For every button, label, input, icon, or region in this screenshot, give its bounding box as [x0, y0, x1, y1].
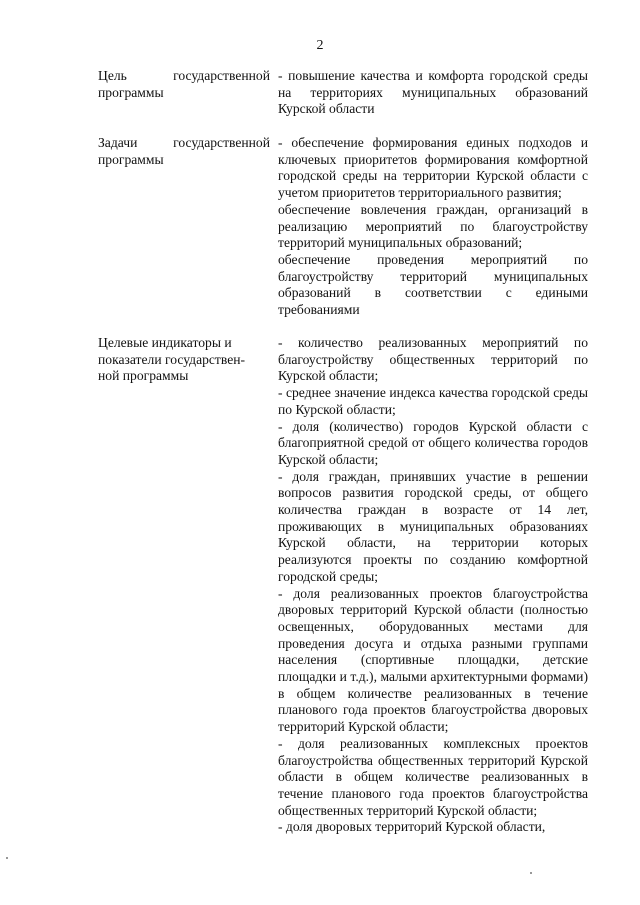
indicator-item-5: - доля реализованных проектов благоустройства дворовых территорий Курской области (полностью освещенных, оборудованных местами для проведения досуга и отдыха разными группами населения (спортивные площадки, детские площадки и т.д.), малыми архитектурными формами) в общем количестве реализованных в течение планового года проектов благоустройства дворовых территорий Курской области;: [278, 585, 588, 735]
goal-label-line-2: программы: [98, 84, 164, 100]
tasks-label-line-1: Задачи государственной: [98, 135, 270, 150]
indicators-label-line-2: показатели государствен-: [98, 351, 246, 367]
page-number: 2: [316, 38, 324, 53]
indicators-label: [98, 335, 270, 385]
scan-speck: [530, 872, 532, 874]
goal-paragraph: - повышение качества и комфорта городской среды на территориях муниципальных образований Курской области: [278, 68, 588, 117]
indicator-item-6: - доля реализованных комплексных проектов благоустройства общественных территорий Курской области в общем количестве реализованных в течение планового года проектов благоустройства общественных территорий Курской области;: [278, 735, 588, 818]
tasks-label-line-2: программы: [98, 151, 164, 167]
goal-text: [278, 68, 588, 118]
indicators-text: [278, 335, 588, 836]
goal-label-line-1: Цель государственной: [98, 68, 270, 83]
indicator-item-4: - доля граждан, принявших участие в решении вопросов развития городской среды, от общего количества граждан в возрасте от 14 лет, проживающих в муниципальных образованиях Курской области, на территории которых реализуются проекты по созданию комфортной городской среды;: [278, 468, 588, 584]
goal-label: [98, 68, 270, 101]
tasks-label: [98, 135, 270, 168]
indicator-item-2: - среднее значение индекса качества городской среды по Курской области;: [278, 385, 588, 417]
scan-speck: [6, 857, 8, 859]
indicator-item-7: - доля дворовых территорий Курской области,: [278, 819, 546, 835]
indicator-item-1: - количество реализованных мероприятий по благоустройству общественных территорий по Курской области;: [278, 335, 588, 384]
tasks-paragraph-2: обеспечение вовлечения граждан, организаций в реализацию мероприятий по благоустройству территорий муниципальных образований;: [278, 201, 588, 251]
tasks-paragraph-1: - обеспечение формирования единых подходов и ключевых приоритетов формирования комфортной городской среды на территории Курской области с учетом приоритетов территориального развития;: [278, 135, 588, 201]
tasks-text: [278, 135, 588, 319]
indicator-item-3: - доля (количество) городов Курской области с благоприятной средой от общего количества городов Курской области;: [278, 418, 588, 467]
indicators-label-line-1: Целевые индикаторы и: [98, 335, 232, 350]
indicators-label-line-3: ной программы: [98, 368, 189, 384]
tasks-paragraph-3: обеспечение проведения мероприятий по благоустройству территорий муниципальных образований в соответствии с едиными требованиями: [278, 251, 588, 318]
